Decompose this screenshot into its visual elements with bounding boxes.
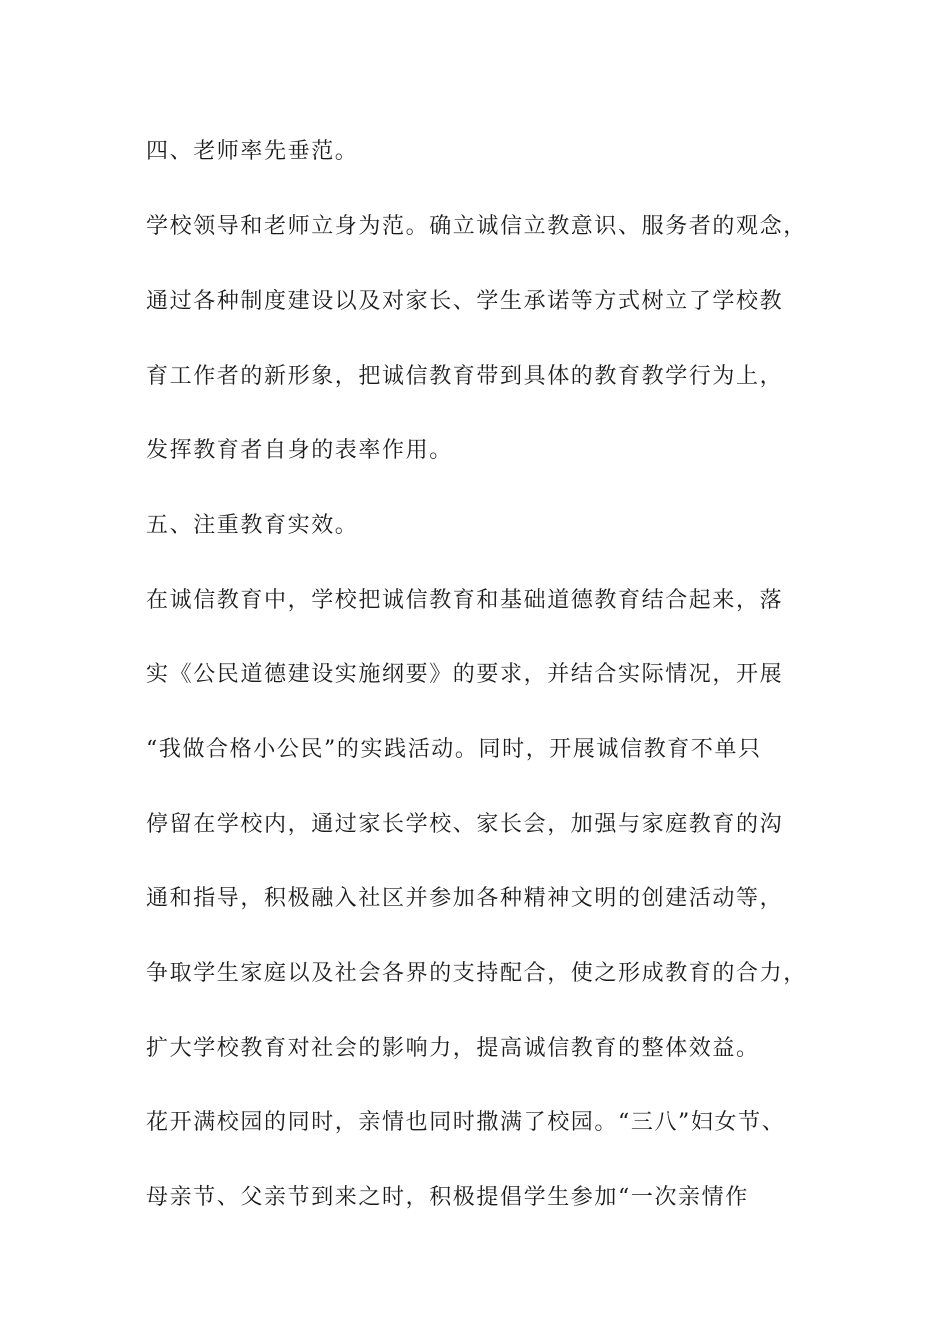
- section-heading-four: 四、老师率先垂范。: [146, 139, 359, 164]
- paragraph-line: 实《公民道德建设实施纲要》的要求，并结合实际情况，开展: [146, 662, 784, 687]
- paragraph-line: 发挥教育者自身的表率作用。: [146, 438, 453, 463]
- paragraph-line: 花开满校园的同时，亲情也同时撒满了校园。“三八”妇女节、: [146, 1110, 786, 1135]
- section-heading-five: 五、注重教育实效。: [146, 513, 359, 538]
- paragraph-line: “我做合格小公民”的实践活动。同时，开展诚信教育不单只: [146, 737, 762, 762]
- paragraph-line: 争取学生家庭以及社会各界的支持配合，使之形成教育的合力，: [146, 961, 807, 986]
- paragraph-line: 育工作者的新形象，把诚信教育带到具体的教育教学行为上，: [146, 364, 784, 389]
- paragraph-line: 通和指导，积极融入社区并参加各种精神文明的创建活动等，: [146, 886, 784, 911]
- paragraph-line: 扩大学校教育对社会的影响力，提高诚信教育的整体效益。: [146, 1036, 760, 1061]
- paragraph-line: 通过各种制度建设以及对家长、学生承诺等方式树立了学校教: [146, 289, 784, 314]
- paragraph-line: 停留在学校内，通过家长学校、家长会，加强与家庭教育的沟: [146, 812, 784, 837]
- paragraph-line: 学校领导和老师立身为范。确立诚信立教意识、服务者的观念，: [146, 214, 807, 239]
- paragraph-line: 在诚信教育中，学校把诚信教育和基础道德教育结合起来，落: [146, 588, 784, 613]
- paragraph-line: 母亲节、父亲节到来之时，积极提倡学生参加“一次亲情作: [146, 1185, 749, 1210]
